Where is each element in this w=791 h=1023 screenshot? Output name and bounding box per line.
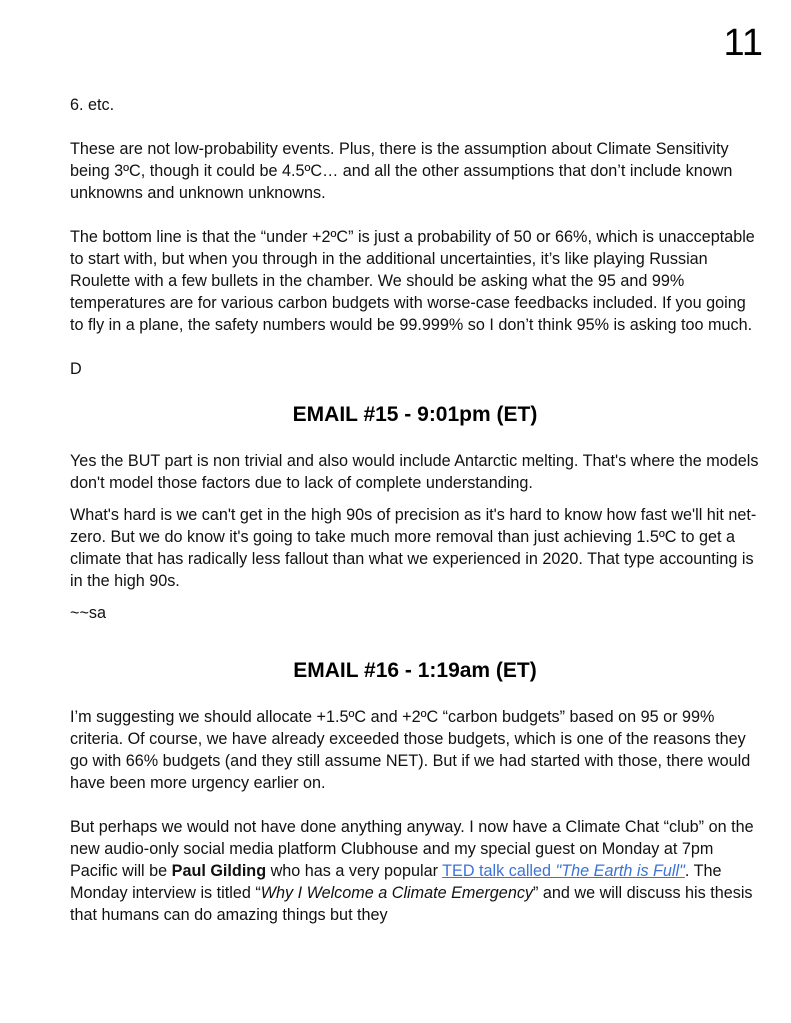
email-15-paragraph-2: What's hard is we can't get in the high 90s of precision as it's hard to know how fast we'll hit net-zero. But we do know it's going to take much more removal than just achieving 1.5ºC to get a climate that has radically less fallout than what we experienced in 2020. That type accounting is in the high 90s.: [70, 506, 757, 590]
email-15-paragraph-1: Yes the BUT part is non trivial and also would include Antarctic melting. That's where the models don't model those factors due to lack of complete understanding.: [70, 452, 759, 492]
email-15-heading: EMAIL #15 - 9:01pm (ET): [292, 403, 538, 426]
email-16-paragraph-2: [70, 816, 760, 926]
ted-talk-link-title: "The Earth is Full": [555, 862, 685, 880]
list-item-etc: 6. etc.: [70, 96, 115, 114]
ted-talk-link-text: TED talk called: [442, 862, 556, 880]
ted-talk-link[interactable]: [442, 862, 685, 880]
interview-title: Why I Welcome a Climate Emergency: [260, 884, 534, 902]
text-segment: But perhaps we would not have done anything anyway. I now have a Climate Chat “club” on the new audio-only social media platform Clubhouse and my special guest on Monday at 7pm Pacific will be: [70, 818, 754, 880]
text-segment: who has a very popular: [266, 862, 443, 880]
guest-name: Paul Gilding: [171, 862, 267, 880]
signature-d: D: [70, 360, 82, 378]
email-16-paragraph-1: I’m suggesting we should allocate +1.5ºC and +2ºC “carbon budgets” based on 95 or 99% criteria. Of course, we have already exceeded those budgets, which is one of the reasons they go with 66% budgets (and they still assume NET). But if we had started with those, there would have been more urgency earlier on.: [70, 708, 751, 792]
document-body: [70, 94, 760, 926]
text-segment: . The Monday interview is titled “: [70, 862, 722, 902]
paragraph-bottom-line: The bottom line is that the “under +2ºC” is just a probability of 50 or 66%, which is unacceptable to start with, but when you through in the additional uncertainties, it’s like playing Russian Roulette with a few bullets in the chamber. We should be asking what the 95 and 99% temperatures are for various carbon budgets with worse-case feedbacks included. If you going to fly in a plane, the safety numbers would be 99.999% so I don’t think 95% is asking too much.: [70, 228, 755, 334]
page-number: 11: [723, 22, 763, 64]
email-16-heading: EMAIL #16 - 1:19am (ET): [293, 659, 537, 682]
signature-sa: ~~sa: [70, 604, 107, 622]
text-segment: ” and we will discuss his thesis that humans can do amazing things but they: [70, 884, 753, 924]
paragraph-low-probability: These are not low-probability events. Plus, there is the assumption about Climate Sensitivity being 3ºC, though it could be 4.5ºC… and all the other assumptions that don’t include known unknowns and unknown unknowns.: [70, 140, 733, 202]
